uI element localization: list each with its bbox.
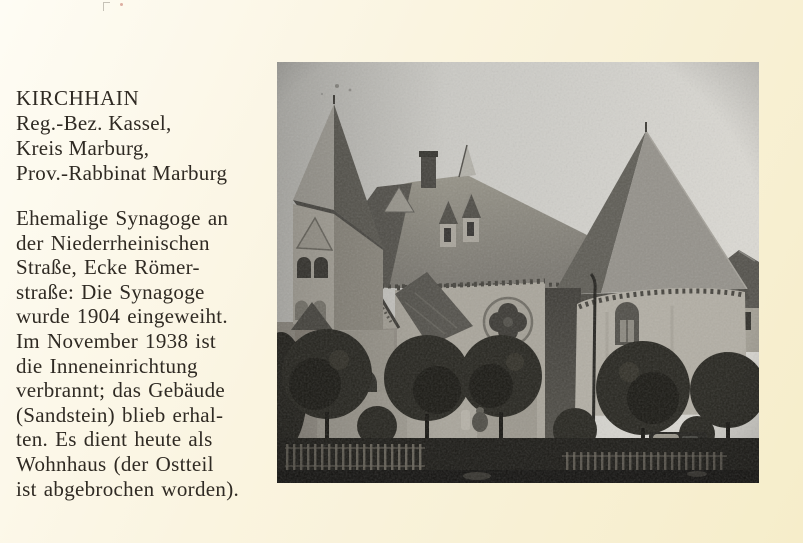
body-line: (Sandstein) blieb erhal- bbox=[16, 402, 224, 427]
body-line: Wohnhaus (der Ostteil bbox=[16, 451, 214, 476]
entry-heading: KIRCHHAIN bbox=[16, 86, 140, 110]
address-line: Kreis Marburg, bbox=[16, 136, 150, 160]
body-line: Ehemalige Synagoge an bbox=[16, 206, 229, 230]
scan-speck bbox=[103, 2, 110, 11]
entry-address bbox=[16, 111, 272, 186]
body-line: straße: Die Synagoge bbox=[16, 279, 205, 304]
address-line: Reg.-Bez. Kassel, bbox=[16, 111, 172, 135]
body-line: der Niederrheinischen bbox=[16, 230, 210, 255]
scan-speck-red bbox=[120, 3, 123, 6]
synagogue-photo bbox=[277, 62, 759, 483]
photo-tone-overlays bbox=[277, 62, 759, 483]
body-line: Im November 1938 ist bbox=[16, 328, 217, 353]
entry-body bbox=[16, 206, 272, 501]
body-line: ten. Es dient heute als bbox=[16, 427, 213, 452]
body-line: ist abgebrochen worden). bbox=[16, 476, 240, 501]
body-line: Straße, Ecke Römer- bbox=[16, 255, 200, 280]
synagogue-photo-drawing bbox=[277, 62, 759, 483]
address-line: Prov.-Rabbinat Marburg bbox=[16, 161, 228, 185]
body-line: wurde 1904 eingeweiht. bbox=[16, 304, 228, 329]
body-line: die Inneneinrichtung bbox=[16, 353, 198, 378]
entry-text-column bbox=[16, 86, 272, 501]
body-line: verbrannt; das Gebäude bbox=[16, 378, 226, 403]
